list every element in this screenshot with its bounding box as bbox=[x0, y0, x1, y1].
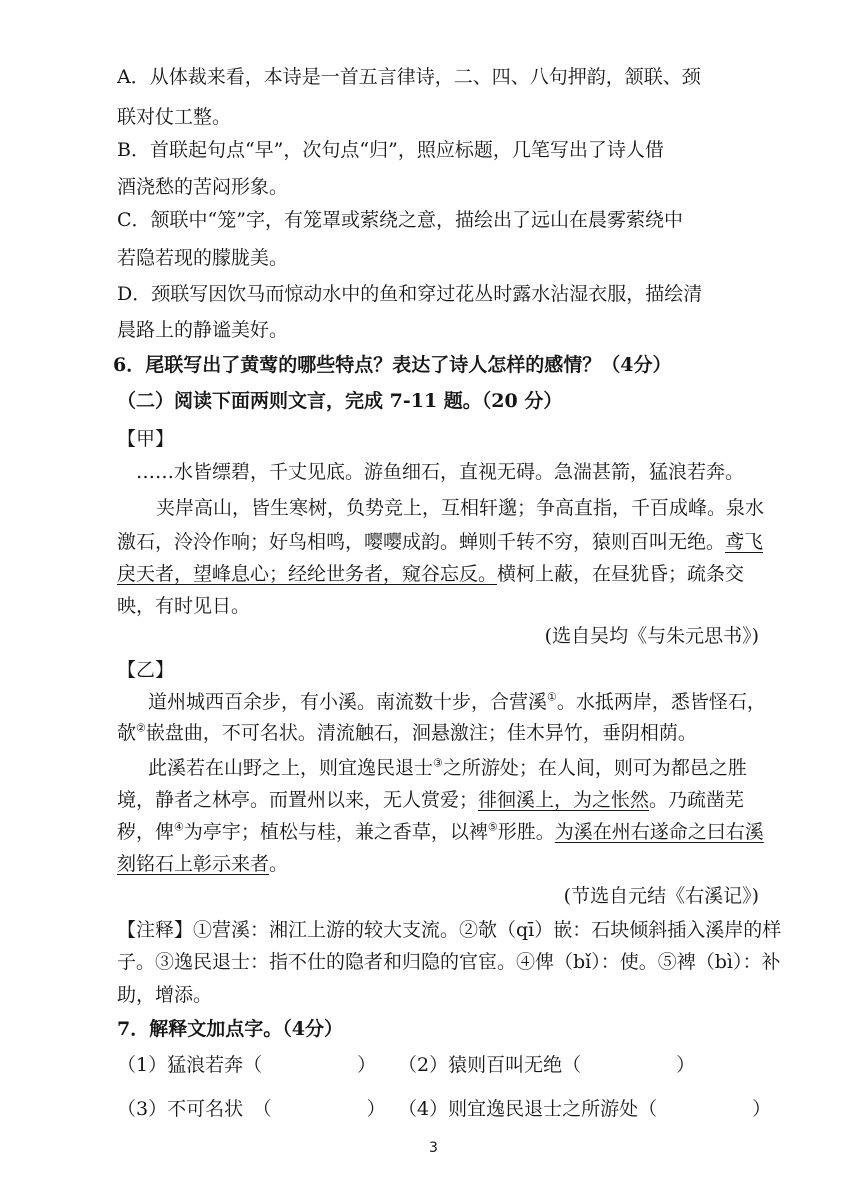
passage-jia-line1: ……水皆缥碧，千丈见底。游鱼细石，直视无碍。急湍甚箭，猛浪若奔。 bbox=[136, 461, 745, 483]
passage-yi-line4 bbox=[117, 788, 744, 812]
passage-yi-line5-text-b: 为亭宇；植松与桂，兼之香草，以裨 bbox=[183, 821, 488, 843]
passage-yi-line4-text: 境，静者之林亭。而置州以来，无人赏爱； bbox=[117, 789, 479, 811]
passage-jia-underlined-2: 戾天者，望峰息心；经纶世务者，窥谷忘反。 bbox=[117, 563, 498, 585]
passage-yi-line4-text-b: 。乃疏凿芜 bbox=[649, 789, 745, 811]
question-7-item-1: （1）猛浪若奔（ ） bbox=[117, 1054, 377, 1076]
passage-yi-source: (节选自元结《右溪记》) bbox=[563, 885, 759, 907]
footnote-marker-2: ② bbox=[136, 721, 146, 735]
page-number: 3 bbox=[429, 1140, 438, 1156]
passage-yi-line5-text-c: 形胜。 bbox=[497, 821, 555, 843]
passage-jia-line5: 映，有时见日。 bbox=[117, 595, 251, 617]
passage-yi-line1-text-b: 。水抵两岸，悉皆怪石， bbox=[556, 691, 766, 713]
question-7-item-4: （4）则宜逸民退士之所游处（ ） bbox=[398, 1098, 772, 1120]
passage-yi-line2 bbox=[117, 721, 697, 745]
passage-jia-line4-text: 横柯上蔽，在昼犹昏；疏条交 bbox=[497, 563, 745, 585]
notes-line1: 【注释】①营溪：湘江上游的较大支流。②欹（qī）嵌：石块倾斜插入溪岸的样 bbox=[117, 919, 782, 941]
option-a-line1: A．从体裁来看，本诗是一首五言律诗，二、四、八句押韵，颔联、颈 bbox=[117, 66, 701, 88]
passage-yi-line3-text-b: 之所游处；在人间，则可为都邑之胜 bbox=[442, 757, 747, 779]
passage-yi-line2-text-a: 欹 bbox=[117, 722, 137, 744]
option-b-line1: B．首联起句点“早”，次句点“归”，照应标题，几笔写出了诗人借 bbox=[117, 139, 664, 161]
footnote-marker-5: ⑤ bbox=[487, 820, 498, 834]
option-d-line1: D．颈联写因饮马而惊动水中的鱼和穿过花丛时露水沾湿衣服，描绘清 bbox=[117, 283, 703, 305]
question-6: 6．尾联写出了黄莺的哪些特点？表达了诗人怎样的感情？（4分） bbox=[113, 354, 672, 376]
passage-yi-underlined-1: 徘徊溪上，为之怅然 bbox=[478, 789, 650, 811]
option-a-line2: 联对仗工整。 bbox=[117, 106, 232, 128]
passage-yi-line5 bbox=[117, 820, 764, 844]
passage-jia-underlined-1: 鸢飞 bbox=[725, 531, 764, 553]
passage-jia-source: (选自吴均《与朱元思书》) bbox=[544, 625, 759, 647]
footnote-marker-3: ③ bbox=[433, 756, 443, 770]
passage-yi-line3-text-a: 此溪若在山野之上，则宜逸民退士 bbox=[148, 757, 434, 779]
question-7-item-2: （2）猿则百叫无绝（ ） bbox=[398, 1054, 696, 1076]
notes-line3: 助，增添。 bbox=[117, 984, 213, 1006]
option-c-line2: 若隐若现的朦胧美。 bbox=[117, 247, 289, 269]
notes-line2: 子。③逸民退士：指不仕的隐者和归隐的官宦。④俾（bǐ）：使。⑤裨（bì）：补 bbox=[117, 951, 781, 973]
passage-yi-line1-text-a: 道州城西百余步，有小溪。南流数十步，合营溪 bbox=[148, 691, 548, 713]
footnote-marker-1: ① bbox=[547, 690, 557, 704]
passage-yi-underlined-2: 为溪在州右遂命之曰右溪 bbox=[554, 821, 764, 843]
option-c-line1: C．颔联中“笼”字，有笼罩或萦绕之意，描绘出了远山在晨雾萦绕中 bbox=[117, 209, 683, 231]
footnote-marker-4: ④ bbox=[174, 820, 184, 834]
passage-yi-line6 bbox=[117, 852, 288, 876]
passage-yi-underlined-3: 刻铭石上彰示来者 bbox=[117, 853, 270, 875]
passage-yi-label: 【乙】 bbox=[117, 659, 175, 681]
passage-jia-label: 【甲】 bbox=[117, 428, 175, 450]
passage-jia-line2: 夹岸高山，皆生寒树，负势竞上，互相轩邈；争高直指，千百成峰。泉水 bbox=[156, 497, 765, 519]
passage-jia-line3 bbox=[117, 530, 763, 554]
passage-yi-line6-text: 。 bbox=[269, 853, 289, 875]
option-b-line2: 酒浇愁的苦闷形象。 bbox=[117, 176, 289, 198]
section-2-heading: （二）阅读下面两则文言，完成 7-11 题。（20 分） bbox=[117, 390, 563, 412]
question-7-title: 7．解释文加点字。（4分） bbox=[117, 1018, 343, 1040]
passage-yi-line2-text-b: 嵌盘曲，不可名状。清流触石，洄悬激注；佳木异竹，垂阴相荫。 bbox=[145, 722, 697, 744]
passage-jia-line4 bbox=[117, 562, 744, 586]
question-7-item-3: （3）不可名状 （ ） bbox=[117, 1098, 386, 1120]
passage-yi-line3 bbox=[148, 756, 747, 780]
option-d-line2: 晨路上的静谧美好。 bbox=[117, 319, 289, 341]
passage-yi-line1 bbox=[148, 690, 766, 714]
passage-jia-line3-text: 激石，泠泠作响；好鸟相鸣，嘤嘤成韵。蝉则千转不穷，猿则百叫无绝。 bbox=[117, 531, 726, 553]
passage-yi-line5-text-a: 秽，俾 bbox=[117, 821, 175, 843]
